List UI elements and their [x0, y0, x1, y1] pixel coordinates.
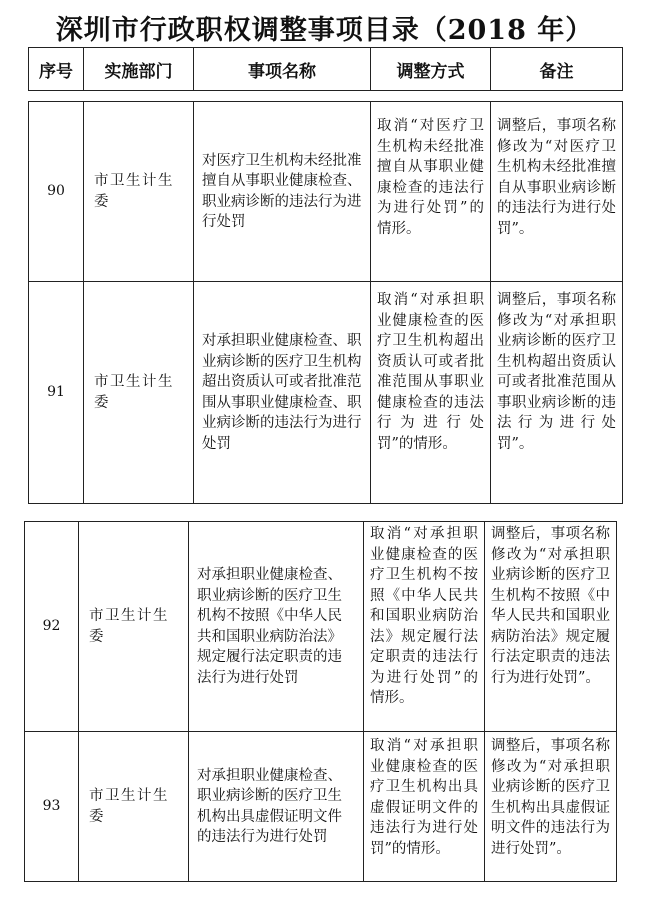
row-name: 对医疗卫生机构未经批准擅自从事职业健康检查、职业病诊断的违法行为进行处罚 — [194, 102, 371, 282]
row-method: 取消“对承担职业健康检查的医疗卫生机构出具虚假证明文件的违法行为进行处罚”的情形。 — [364, 732, 485, 882]
row-dept: 市卫生计生委 — [84, 102, 194, 282]
row-dept: 市卫生计生委 — [79, 522, 189, 732]
header-method: 调整方式 — [371, 48, 491, 91]
row-seq: 90 — [29, 102, 84, 282]
row-seq: 91 — [29, 282, 84, 504]
row-note: 调整后，事项名称修改为“对承担职业病诊断的医疗卫生机构超出资质认可或者批准范围从事职业病诊断的违法行为进行处罚”。 — [491, 282, 623, 504]
header-note: 备注 — [491, 48, 623, 91]
row-method: 取消“对承担职业健康检查的医疗卫生机构超出资质认可或者批准范围从事职业健康检查的违法行为进行处罚”的情形。 — [371, 282, 491, 504]
row-note: 调整后，事项名称修改为“对医疗卫生机构未经批准擅自从事职业病诊断的违法行为进行处罚”。 — [491, 102, 623, 282]
row-name: 对承担职业健康检查、职业病诊断的医疗卫生机构超出资质认可或者批准范围从事职业健康检查、职业病诊断的违法行为进行处罚 — [194, 282, 371, 504]
row-note: 调整后，事项名称修改为“对承担职业病诊断的医疗卫生机构不按照《中华人民共和国职业病防治法》规定履行法定职责的违法行为进行处罚”。 — [485, 522, 617, 732]
table-block-1 — [28, 101, 623, 504]
table-header — [28, 47, 623, 91]
document-title: 深圳市行政职权调整事项目录（2018 年） — [55, 15, 594, 46]
row-dept: 市卫生计生委 — [79, 732, 189, 882]
table-row — [25, 732, 617, 882]
row-name: 对承担职业健康检查、职业病诊断的医疗卫生机构出具虚假证明文件的违法行为进行处罚 — [189, 732, 364, 882]
row-dept: 市卫生计生委 — [84, 282, 194, 504]
table-row — [29, 282, 623, 504]
table-row — [25, 522, 617, 732]
row-method: 取消“对承担职业健康检查的医疗卫生机构不按照《中华人民共和国职业病防治法》规定履行法定职责的违法行为进行处罚”的情形。 — [364, 522, 485, 732]
header-dept: 实施部门 — [84, 48, 194, 91]
header-name: 事项名称 — [194, 48, 371, 91]
row-seq: 92 — [25, 522, 79, 732]
row-note: 调整后，事项名称修改为“对承担职业病诊断的医疗卫生机构出具虚假证明文件的违法行为进行处罚”。 — [485, 732, 617, 882]
header-row — [29, 48, 623, 91]
table-row — [29, 102, 623, 282]
table-block-2 — [24, 521, 617, 882]
row-name: 对承担职业健康检查、职业病诊断的医疗卫生机构不按照《中华人民共和国职业病防治法》规定履行法定职责的违法行为进行处罚 — [189, 522, 364, 732]
header-seq: 序号 — [29, 48, 84, 91]
row-method: 取消“对医疗卫生机构未经批准擅自从事职业健康检查的违法行为进行处罚”的情形。 — [371, 102, 491, 282]
row-seq: 93 — [25, 732, 79, 882]
